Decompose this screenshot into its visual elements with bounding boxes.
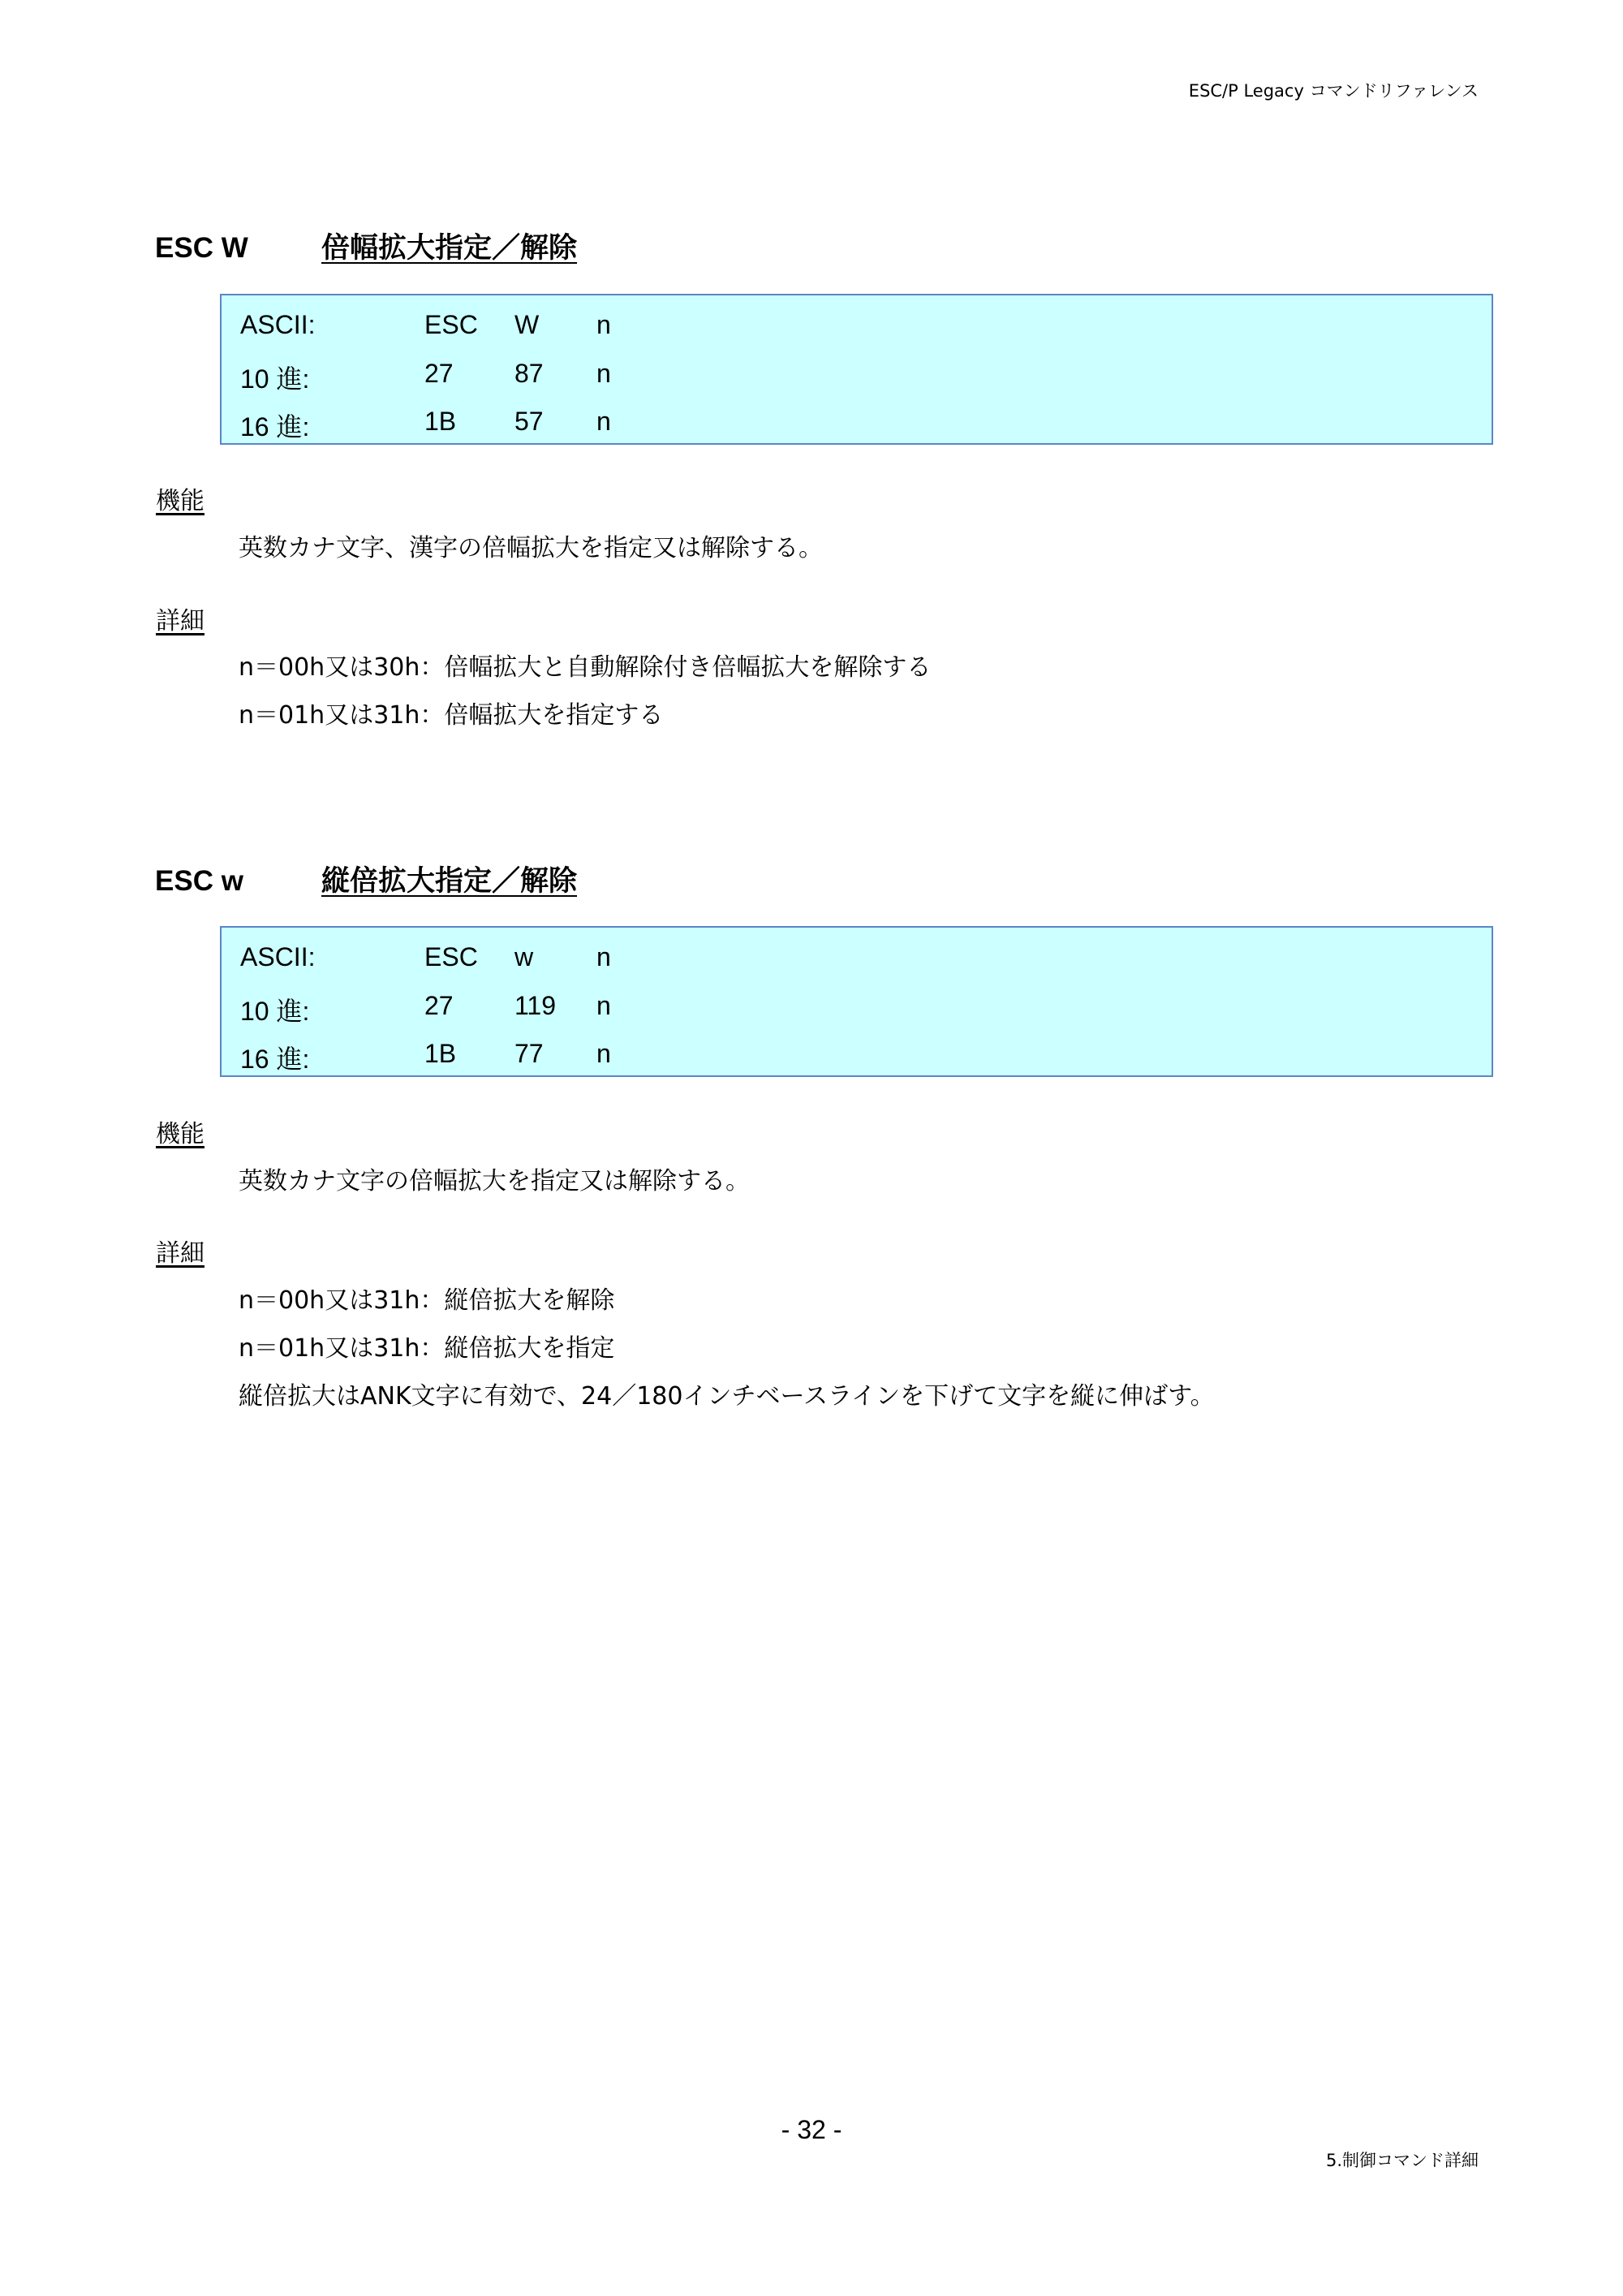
code-label: ASCII:: [240, 310, 316, 339]
code-value: 1B: [424, 1039, 457, 1068]
code-value: 27: [424, 359, 454, 388]
detail-line: 縦倍拡大はANK文字に有効で、24／180インチベースラインを下げて文字を縦に伸ばす。: [239, 1382, 1215, 1411]
running-header: ESC/P Legacy コマンドリファレンス: [1188, 81, 1479, 101]
code-value: W: [514, 310, 540, 339]
code-value: 57: [514, 407, 544, 436]
code-value: n: [596, 1039, 611, 1068]
code-value: 87: [514, 359, 544, 388]
function-heading: 機能: [156, 487, 204, 515]
command-name: ESC w: [155, 865, 243, 897]
code-value: w: [514, 942, 534, 971]
detail-heading: 詳細: [156, 1239, 204, 1268]
code-value: n: [596, 942, 611, 971]
code-value: 1B: [424, 407, 457, 436]
detail-line: n＝01h又は31h：縦倍拡大を指定: [239, 1334, 615, 1363]
code-value: n: [596, 407, 611, 436]
code-value: n: [596, 359, 611, 388]
detail-line: n＝00h又は30h：倍幅拡大と自動解除付き倍幅拡大を解除する: [239, 653, 932, 682]
detail-line: n＝00h又は31h：縦倍拡大を解除: [239, 1286, 615, 1315]
code-value: ESC: [424, 310, 478, 339]
code-value: n: [596, 991, 611, 1020]
code-label: 10 進:: [240, 997, 310, 1026]
section-title-esc-w: [155, 859, 577, 899]
code-value: ESC: [424, 942, 478, 971]
command-code-box: [220, 926, 1493, 1077]
detail-line: n＝01h又は31h：倍幅拡大を指定する: [239, 701, 664, 730]
command-code-box: [220, 294, 1493, 445]
command-title: 縦倍拡大指定／解除: [321, 865, 578, 898]
code-label: 10 進:: [240, 364, 310, 394]
code-label: 16 進:: [240, 412, 310, 442]
running-footer: 5.制御コマンド詳細: [1325, 2151, 1479, 2170]
command-title: 倍幅拡大指定／解除: [321, 232, 578, 265]
command-name: ESC W: [155, 232, 248, 264]
section-title-esc-W: [155, 226, 577, 266]
code-label: ASCII:: [240, 942, 316, 971]
page-number: - 32 -: [781, 2115, 842, 2144]
code-value: 119: [514, 991, 557, 1020]
code-value: n: [596, 310, 611, 339]
function-heading: 機能: [156, 1120, 204, 1148]
function-text: 英数カナ文字の倍幅拡大を指定又は解除する。: [239, 1167, 750, 1195]
code-label: 16 進:: [240, 1045, 310, 1074]
detail-heading: 詳細: [156, 607, 204, 635]
function-text: 英数カナ文字、漢字の倍幅拡大を指定又は解除する。: [239, 534, 823, 562]
code-value: 77: [514, 1039, 544, 1068]
code-value: 27: [424, 991, 454, 1020]
